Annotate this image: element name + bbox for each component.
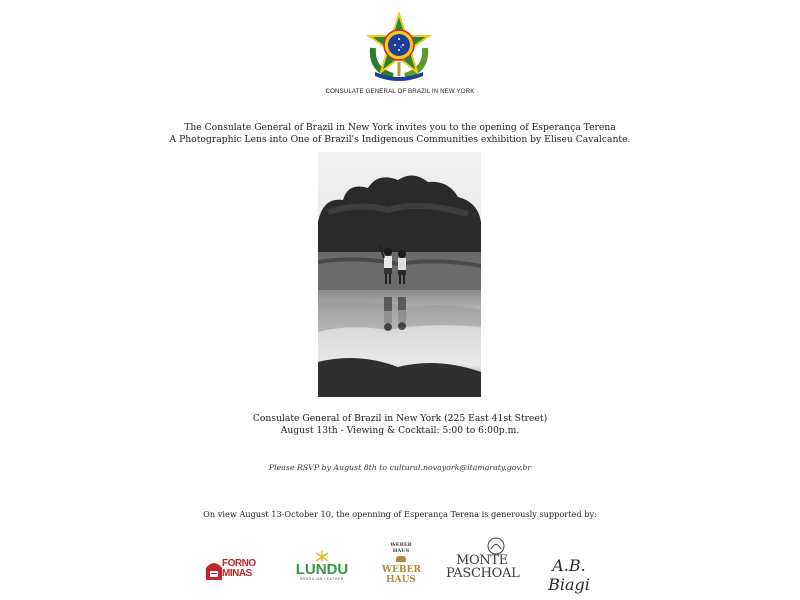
biagi-label: A.B. Biagi [548,556,590,594]
consulate-name: CONSULATE GENERAL OF BRAZIL IN NEW YORK [325,88,475,95]
sponsor-logo-forno-minas [204,556,264,582]
weber-haus-crest-icon [396,556,406,562]
seal-blue-center [388,34,410,56]
event-venue: Consulate General of Brazil in New York (225 East 41st Street) [252,413,548,424]
sponsor-logo-monte-paschoal [446,536,518,582]
exhibition-photograph [318,152,481,397]
invitation-line-2: A Photographic Lens into One of Brazil's Indigenous Communities exhibition by Eliseu Cavalcante. [169,134,631,145]
brazil-coat-of-arms-seal [363,12,435,84]
weber-haus-label: WEBER HAUS [382,565,421,585]
invitation-line-1: The Consulate General of Brazil in New York invites you to the opening of Esperança Terena [184,122,616,133]
event-schedule: August 13th - Viewing & Cocktail: 5:00 to 6:00p.m. [280,425,520,436]
weber-haus-small-label: WEBER HAUS [390,542,412,554]
forno-minas-label: FORNO MINAS [222,558,256,579]
sponsor-logo-biagi [538,548,600,594]
sponsor-logo-weber-haus [382,538,420,588]
rsvp-note: Please RSVP by August 8th to cultural.novayork@itamaraty.gov.br [268,463,532,472]
seal-sword [398,62,401,76]
lundu-tagline: BRASILIAN LEATHER [300,577,344,581]
lundu-label: LUNDU [295,561,349,578]
sponsor-logo-lundu [288,548,356,582]
monte-paschoal-label: MONTE PASCHOAL [446,553,520,581]
sponsors-intro: On view August 13-October 10, the openning of Esperança Terena is generously supported by: [203,509,597,519]
